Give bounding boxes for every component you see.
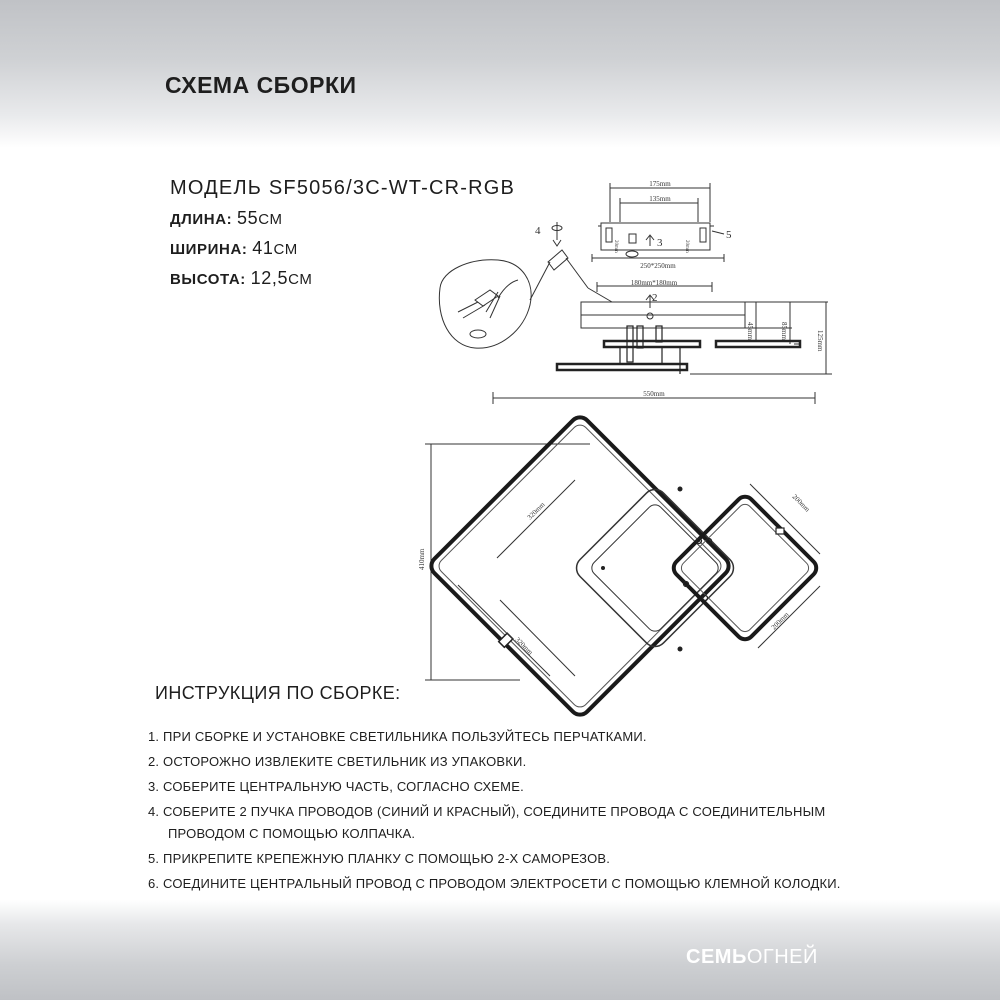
- callout-4: 4: [535, 225, 541, 237]
- connector-mark: [776, 528, 784, 534]
- spec-width-value: 41: [252, 238, 274, 258]
- dim-175: 175mm: [649, 180, 671, 188]
- footer-band: [0, 900, 1000, 1000]
- dim-85: 85mm: [780, 322, 788, 340]
- small-frame: [670, 493, 820, 643]
- screw-dot: [601, 566, 605, 570]
- dim-320a: 320mm: [525, 500, 547, 522]
- large-frame: [425, 413, 733, 721]
- instruction-item: 5. ПРИКРЕПИТЕ КРЕПЕЖНУЮ ПЛАНКУ С ПОМОЩЬЮ 2-Х САМОРЕЗОВ.: [148, 851, 611, 866]
- spec-height-value: 12,5: [250, 268, 289, 288]
- callout-2: 2: [652, 292, 658, 304]
- spec-width: [170, 238, 298, 259]
- dim-200b: 200mm: [769, 610, 791, 632]
- brand-logo-light: ОГНЕЙ: [746, 946, 818, 968]
- instruction-item-continuation: [148, 823, 868, 845]
- instruction-item: 1. ПРИ СБОРКЕ И УСТАНОВКЕ СВЕТИЛЬНИКА ПОЛЬЗУЙТЕСЬ ПЕРЧАТКАМИ.: [148, 729, 647, 744]
- spec-height: [170, 268, 312, 289]
- dim-125: 125mm: [816, 330, 824, 352]
- spec-length: [170, 208, 283, 229]
- dim-320b: 320mm: [513, 635, 535, 657]
- page-title: СХЕМА СБОРКИ: [165, 72, 357, 98]
- wire-connection-detail: [439, 250, 612, 348]
- instructions-title: ИНСТРУКЦИЯ ПО СБОРКЕ:: [155, 683, 401, 703]
- center-frame: [572, 485, 739, 652]
- instruction-item: 6. СОЕДИНИТЕ ЦЕНТРАЛЬНЫЙ ПРОВОД С ПРОВОДОМ ЭЛЕКТРОСЕТИ С ПОМОЩЬЮ КЛЕМНОЙ КОЛОДКИ.: [148, 876, 841, 891]
- spec-height-unit: СМ: [288, 271, 313, 288]
- callout-3: 3: [657, 237, 663, 249]
- brand-logo: [686, 946, 818, 969]
- screw-icon: [552, 222, 562, 246]
- model-name: МОДЕЛЬ SF5056/3C-WT-CR-RGB: [170, 177, 516, 199]
- assembly-drawing: [420, 170, 850, 670]
- arrow-up-icon: [626, 234, 654, 257]
- spec-length-value: 55: [237, 208, 259, 228]
- diagonal-dimensions: [458, 480, 820, 676]
- dim-180: 180mm*180mm: [630, 279, 678, 287]
- height-dimensions: [690, 302, 832, 374]
- instructions-list: [148, 726, 868, 898]
- dim-250: 250*250mm: [640, 262, 676, 270]
- dim-135: 135mm: [649, 195, 671, 203]
- spec-height-label: ВЫСОТА:: [170, 271, 246, 288]
- header-band: [0, 0, 1000, 148]
- instruction-item: 2. ОСТОРОЖНО ИЗВЛЕКИТЕ СВЕТИЛЬНИК ИЗ УПАКОВКИ.: [148, 754, 527, 769]
- dim-20a: 20mm: [613, 240, 618, 253]
- instruction-item: 4. СОБЕРИТЕ 2 ПУЧКА ПРОВОДОВ (СИНИЙ И КРАСНЫЙ), СОЕДИНИТЕ ПРОВОДА С СОЕДИНИТЕЛЬНЫМ: [148, 804, 826, 819]
- spec-width-unit: СМ: [273, 241, 298, 258]
- instruction-item: 3. СОБЕРИТЕ ЦЕНТРАЛЬНУЮ ЧАСТЬ, СОГЛАСНО СХЕМЕ.: [148, 779, 524, 794]
- frames-side-view: [557, 326, 800, 374]
- screw-dot: [678, 647, 683, 652]
- dim-200a: 200mm: [790, 492, 812, 514]
- dim-550: 550mm: [643, 390, 665, 398]
- dim-410: 410mm: [418, 548, 426, 570]
- brand-logo-bold: СЕМЬ: [686, 946, 747, 968]
- screw-dot: [678, 487, 683, 492]
- dim-45: 45mm: [746, 322, 754, 340]
- instruction-continuation-text: ПРОВОДОМ С ПОМОЩЬЮ КОЛПАЧКА.: [168, 826, 416, 841]
- spec-length-label: ДЛИНА:: [170, 211, 233, 228]
- spec-width-label: ШИРИНА:: [170, 241, 248, 258]
- callout-5: 5: [726, 229, 732, 241]
- dim-20b: 20mm: [684, 240, 689, 253]
- spec-length-unit: СМ: [258, 211, 283, 228]
